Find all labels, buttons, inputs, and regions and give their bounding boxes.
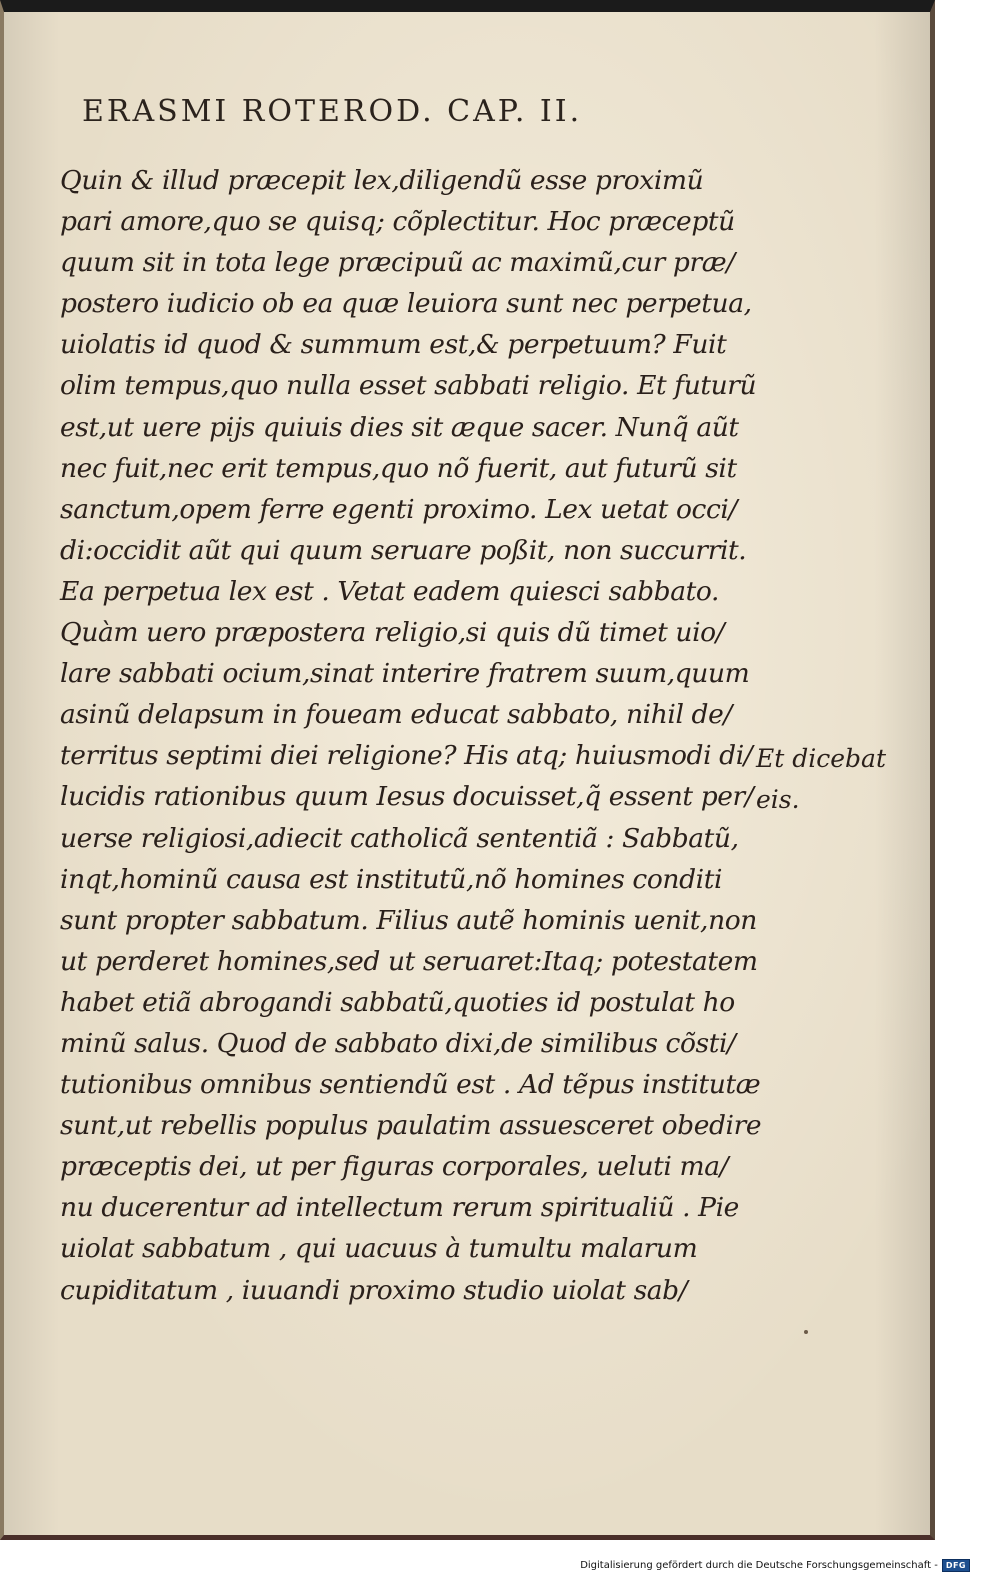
text-line: quum sit in tota lege præcipuũ ac maximũ,cur præ/: [60, 247, 735, 279]
running-head: ERASMI ROTEROD. CAP. II.: [82, 94, 583, 129]
text-line: sanctum,opem ferre egenti proximo. Lex uetat occi/: [60, 493, 738, 525]
text-line: est,ut uere pijs quiuis dies sit æque sacer. Nunq̃ aũt: [60, 411, 739, 443]
text-line: Ea perpetua lex est . Vetat eadem quiesci sabbato.: [60, 575, 719, 607]
text-line: olim tempus,quo nulla esset sabbati religio. Et futurũ: [60, 370, 757, 402]
text-line: uiolatis id quod & summum est,& perpetuum? Fuit: [60, 329, 727, 361]
margin-note: [756, 738, 886, 820]
text-line: cupiditatum , iuuandi proximo studio uiolat sab/: [60, 1274, 688, 1306]
text-line: pari amore,quo se quisq; cõplectitur. Hoc præceptũ: [60, 206, 735, 238]
text-line: nec fuit,nec erit tempus,quo nõ fuerit, aut futurũ sit: [60, 452, 737, 484]
text-line: sunt,ut rebellis populus paulatim assuesceret obedire: [60, 1110, 762, 1142]
dfg-logo: DFG: [942, 1559, 970, 1572]
digitization-credit: [580, 1559, 970, 1572]
text-line: uiolat sabbatum , qui uacuus à tumultu malarum: [60, 1233, 698, 1265]
text-line: Quàm uero præpostera religio,si quis dũ timet uio/: [60, 617, 725, 649]
text-line: ut perderet homines,sed ut seruaret:Itaq; potestatem: [60, 945, 758, 977]
text-line: tutionibus omnibus sentiendũ est . Ad tẽpus institutæ: [60, 1069, 761, 1101]
text-line: præceptis dei, ut per figuras corporales, ueluti ma/: [60, 1151, 729, 1183]
text-line: territus septimi diei religione? His atq; huiusmodi di/: [60, 740, 753, 772]
text-line: di:occidit aũt qui quum seruare poßit, non succurrit.: [60, 534, 747, 566]
credit-text: Digitalisierung gefördert durch die Deutsche Forschungsgemeinschaft -: [580, 1560, 938, 1571]
text-line: lucidis rationibus quum Iesus docuisset,q̃ essent per/: [60, 781, 754, 813]
body-text: [60, 160, 762, 1311]
text-line: Quin & illud præcepit lex,diligendũ esse proximũ: [60, 165, 704, 196]
text-line: minũ salus. Quod de sabbato dixi,de similibus cõsti/: [60, 1027, 736, 1059]
text-line: inqt,hominũ causa est institutũ,nõ homines conditi: [60, 863, 723, 895]
text-line: nu ducerentur ad intellectum rerum spiritualiũ . Pie: [60, 1192, 739, 1224]
text-line: sunt propter sabbatum. Filius autẽ hominis uenit,non: [60, 904, 757, 936]
text-line: postero iudicio ob ea quæ leuiora sunt nec perpetua,: [60, 288, 752, 320]
text-line: asinũ delapsum in foueam educat sabbato, nihil de/: [60, 699, 732, 731]
text-line: habet etiã abrogandi sabbatũ,quoties id postulat ho: [60, 986, 735, 1018]
text-line: uerse religiosi,adiecit catholicã sententiã : Sabbatũ,: [60, 822, 739, 854]
paper-speck: [804, 1330, 808, 1334]
text-line: lare sabbati ocium,sinat interire fratrem suum,quum: [60, 658, 750, 690]
margin-note-line: eis.: [756, 785, 800, 814]
margin-note-line: Et dicebat: [756, 744, 886, 773]
